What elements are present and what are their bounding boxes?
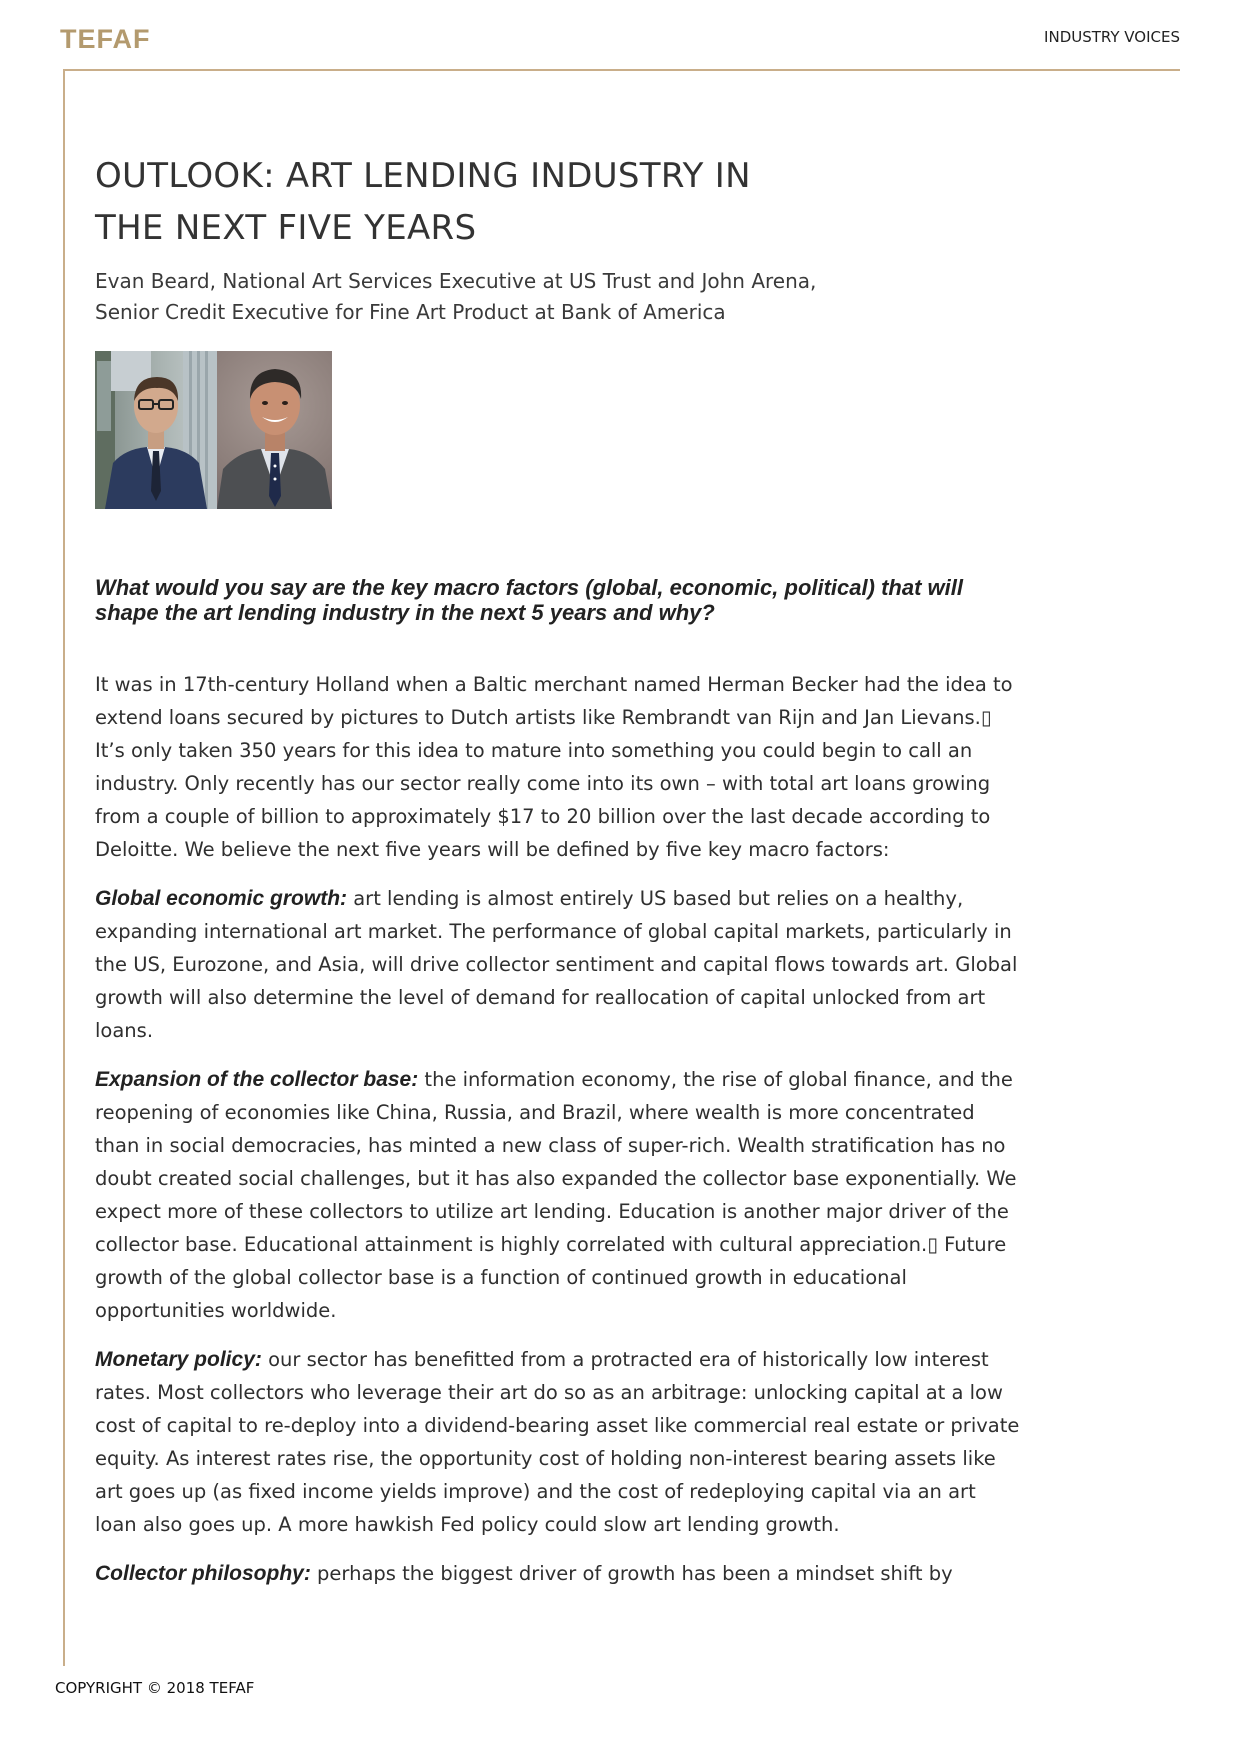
factor-heading-punct: :	[340, 887, 348, 910]
author-photo-evan-beard	[95, 351, 217, 509]
byline-line-2: Senior Credit Executive for Fine Art Product at Bank of America	[95, 300, 726, 324]
section-label: INDUSTRY VOICES	[1044, 28, 1180, 46]
factor-text: the information economy, the rise of global finance, and the reopening of economies like China, Russia, and Brazil, where wealth is more concentrated than in social democracies, has minted a new class of super-rich. Wealth stratification has no doubt created social challenges, but it has also expanded the collector base exponentially. We expect more of these collectors to utilize art lending. Education is another major driver of the collector base. Educational attainment is highly correlated with cultural appreciation.▯ Future growth of the global collector base is a function of continued growth in educational opportunities worldwide.	[95, 1068, 1017, 1322]
author-photo-john-arena	[217, 351, 332, 509]
factor-text: art lending is almost entirely US based but relies on a healthy, expanding international art market. The performance of global capital markets, particularly in the US, Eurozone, and Asia, will drive collector sentiment and capital flows towards art. Global growth will also determine the level of demand for reallocation of capital unlocked from art loans.	[95, 887, 1018, 1042]
title-line-2: THE NEXT FIVE YEARS	[95, 208, 477, 248]
author-photos	[95, 351, 332, 509]
article-body	[95, 668, 1020, 1606]
factor-text: our sector has benefitted from a protracted era of historically low interest rates. Most collectors who leverage their art do so as an arbitrage: unlocking capital at a low cost of capital to re-deploy into a dividend-bearing asset like commercial real estate or private equity. As interest rates rise, the opportunity cost of holding non-interest bearing assets like art goes up (as fixed income yields improve) and the cost of redeploying capital via an art loan also goes up. A more hawkish Fed policy could slow art lending growth.	[95, 1348, 1020, 1536]
article-title	[95, 150, 995, 254]
left-divider	[63, 69, 65, 1666]
factor-paragraph	[95, 1557, 1020, 1590]
portrait-1-graphic	[95, 351, 217, 509]
byline-line-1: Evan Beard, National Art Services Executive at US Trust and John Arena,	[95, 269, 817, 293]
top-divider	[63, 69, 1180, 71]
factor-paragraph	[95, 882, 1020, 1047]
article-byline	[95, 266, 995, 328]
portrait-2-graphic	[217, 351, 332, 509]
interview-question: What would you say are the key macro factors (global, economic, political) that will shape the art lending industry in the next 5 years and why?	[95, 575, 963, 625]
factor-paragraph	[95, 1063, 1020, 1327]
brand-logo: TEFAF	[60, 24, 151, 54]
factor-heading: Global economic growth	[95, 887, 341, 910]
copyright-notice: COPYRIGHT © 2018 TEFAF	[55, 1679, 255, 1697]
intro-paragraph: It was in 17th-century Holland when a Baltic merchant named Herman Becker had the idea to extend loans secured by pictures to Dutch artists like Rembrandt van Rijn and Jan Lievans.▯ It’s only taken 350 years for this idea to mature into something you could begin to call an industry. Only recently has our sector really come into its own – with total art loans growing from a couple of billion to approximately $17 to 20 billion over the last decade according to Deloitte. We believe the next five years will be defined by five key macro factors:	[95, 673, 1013, 861]
title-line-1: OUTLOOK: ART LENDING INDUSTRY IN	[95, 156, 751, 196]
factor-heading: Expansion of the collector base:	[95, 1068, 419, 1091]
factor-text: perhaps the biggest driver of growth has been a mindset shift by	[310, 1562, 953, 1585]
factor-heading: Monetary policy:	[95, 1348, 262, 1371]
factor-heading: Collector philosophy:	[95, 1562, 311, 1585]
factor-paragraph	[95, 1343, 1020, 1541]
